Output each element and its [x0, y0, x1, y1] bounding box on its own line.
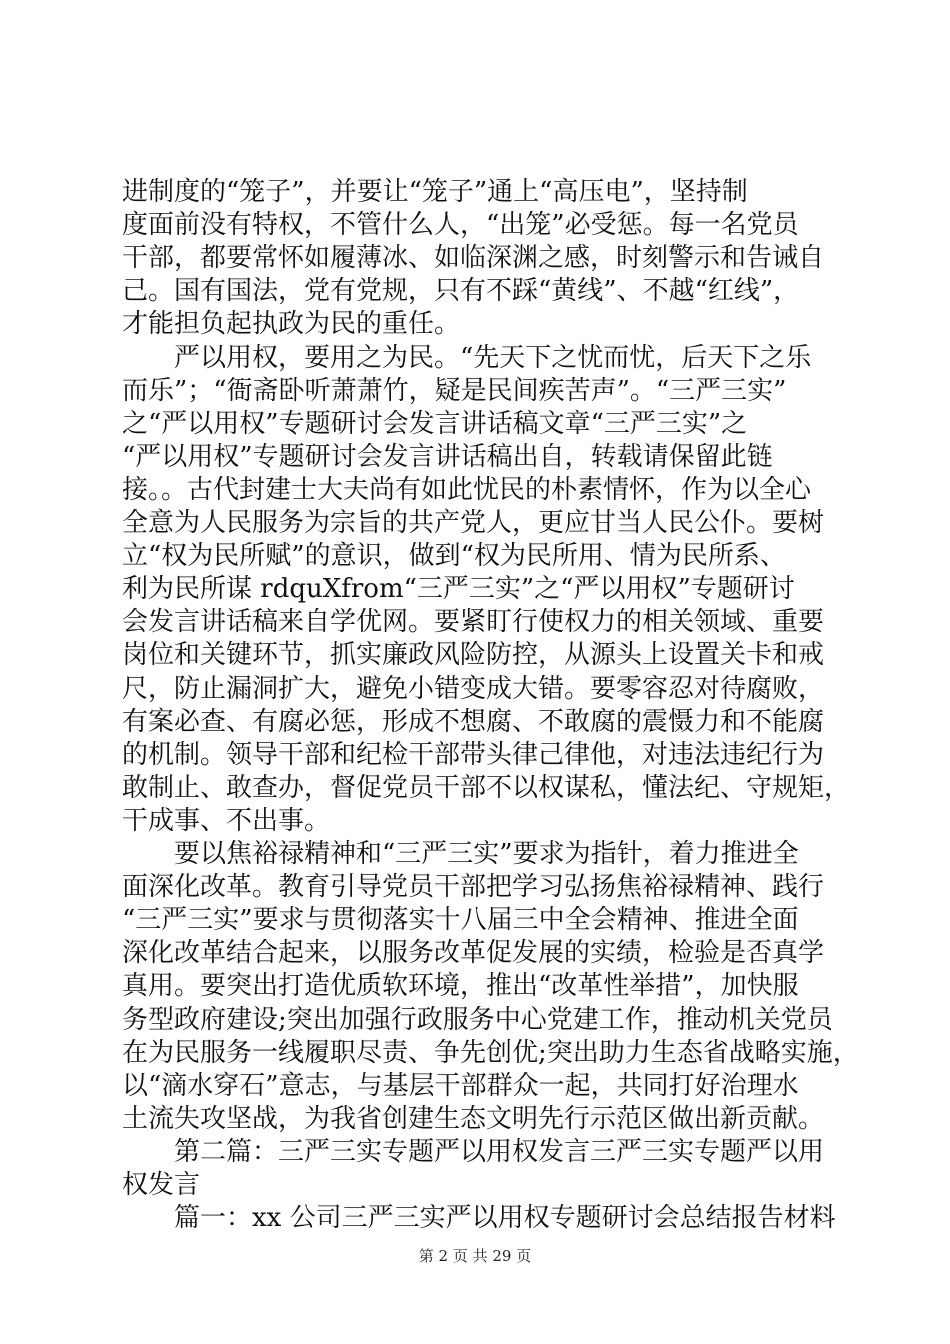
- text-line: 要以焦裕禄精神和“三严三实”要求为指针，着力推进全: [122, 839, 799, 869]
- text-line: 务型政府建设;突出加强行政服务中心党建工作，推动机关党员: [122, 1004, 833, 1035]
- text-line: 己。国有国法，党有党规，只有不踩“黄线”、不越“红线”，: [122, 276, 800, 307]
- text-line: 在为民服务一线履职尽责、争先创优;突出助力生态省战略实施，: [122, 1037, 859, 1068]
- text-line: 的机制。领导干部和纪检干部带头律己律他，对违法违纪行为: [122, 739, 825, 770]
- text-line: 干部，都要常怀如履薄冰、如临深渊之感，时刻警示和告诫自: [122, 243, 825, 274]
- text-line: “严以用权”专题研讨会发言讲话稿出自，转载请保留此链: [122, 441, 773, 472]
- text-line: 敢制止、敢查办，督促党员干部不以权谋私，懂法纪、守规矩，: [122, 772, 851, 803]
- text-line: 有案必查、有腐必惩，形成不想腐、不敢腐的震慑力和不能腐: [122, 706, 825, 737]
- text-line: 进制度的“笼子”，并要让“笼子”通上“高压电”，坚持制: [122, 177, 748, 207]
- text-line: 第二篇：三严三实专题严以用权发言三严三实专题严以用: [122, 1136, 825, 1167]
- text-line: 权发言: [122, 1170, 201, 1200]
- page-footer: 第 2 页 共 29 页: [418, 1247, 532, 1265]
- text-line: 干成事、不出事。: [122, 805, 331, 836]
- text-line: 以“滴水穿石”意志，与基层干部群众一起，共同打好治理水: [122, 1070, 799, 1101]
- text-line: 尺，防止漏洞扩大，避免小错变成大错。要零容忍对待腐败，: [122, 673, 825, 704]
- text-line: 接。。古代封建士大夫尚有如此忧民的朴素情怀，作为以全心: [122, 474, 812, 505]
- text-line: 土流失攻坚战，为我省创建生态文明先行示范区做出新贡献。: [122, 1103, 825, 1134]
- text-line: 严以用权，要用之为民。“先天下之忧而忧，后天下之乐: [122, 342, 812, 373]
- text-line: 会发言讲话稿来自学优网。要紧盯行使权力的相关领域、重要: [122, 607, 825, 638]
- text-line: 深化改革结合起来，以服务改革促发展的实绩，检验是否真学: [122, 938, 825, 969]
- text-line: 篇一：xx 公司三严三实严以用权专题研讨会总结报告材料: [122, 1203, 836, 1234]
- text-line: “三严三实”要求与贯彻落实十八届三中全会精神、推进全面: [122, 905, 799, 936]
- text-line: 真用。要突出打造优质软环境，推出“改革性举措”，加快服: [122, 971, 799, 1002]
- text-line: 面深化改革。教育引导党员干部把学习弘扬焦裕禄精神、践行: [122, 872, 825, 903]
- text-line: 才能担负起执政为民的重任。: [122, 309, 461, 340]
- text-line: 岗位和关键环节，抓实廉政风险防控，从源头上设置关卡和戒: [122, 640, 825, 671]
- text-line: 利为民所谋 rdquXfrom“三严三实”之“严以用权”专题研讨: [122, 574, 795, 605]
- text-line: 全意为人民服务为宗旨的共产党人，更应甘当人民公仆。要树: [122, 508, 825, 538]
- text-line: 之“严以用权”专题研讨会发言讲话稿文章“三严三实”之: [122, 408, 748, 439]
- text-line: 度面前没有特权，不管什么人，“出笼”必受惩。每一名党员: [122, 210, 799, 241]
- text-line: 而乐”；“衙斋卧听萧萧竹，疑是民间疾苦声”。“三严三实”: [122, 375, 787, 406]
- text-line: 立“权为民所赋”的意识，做到“权为民所用、情为民所系、: [122, 541, 786, 572]
